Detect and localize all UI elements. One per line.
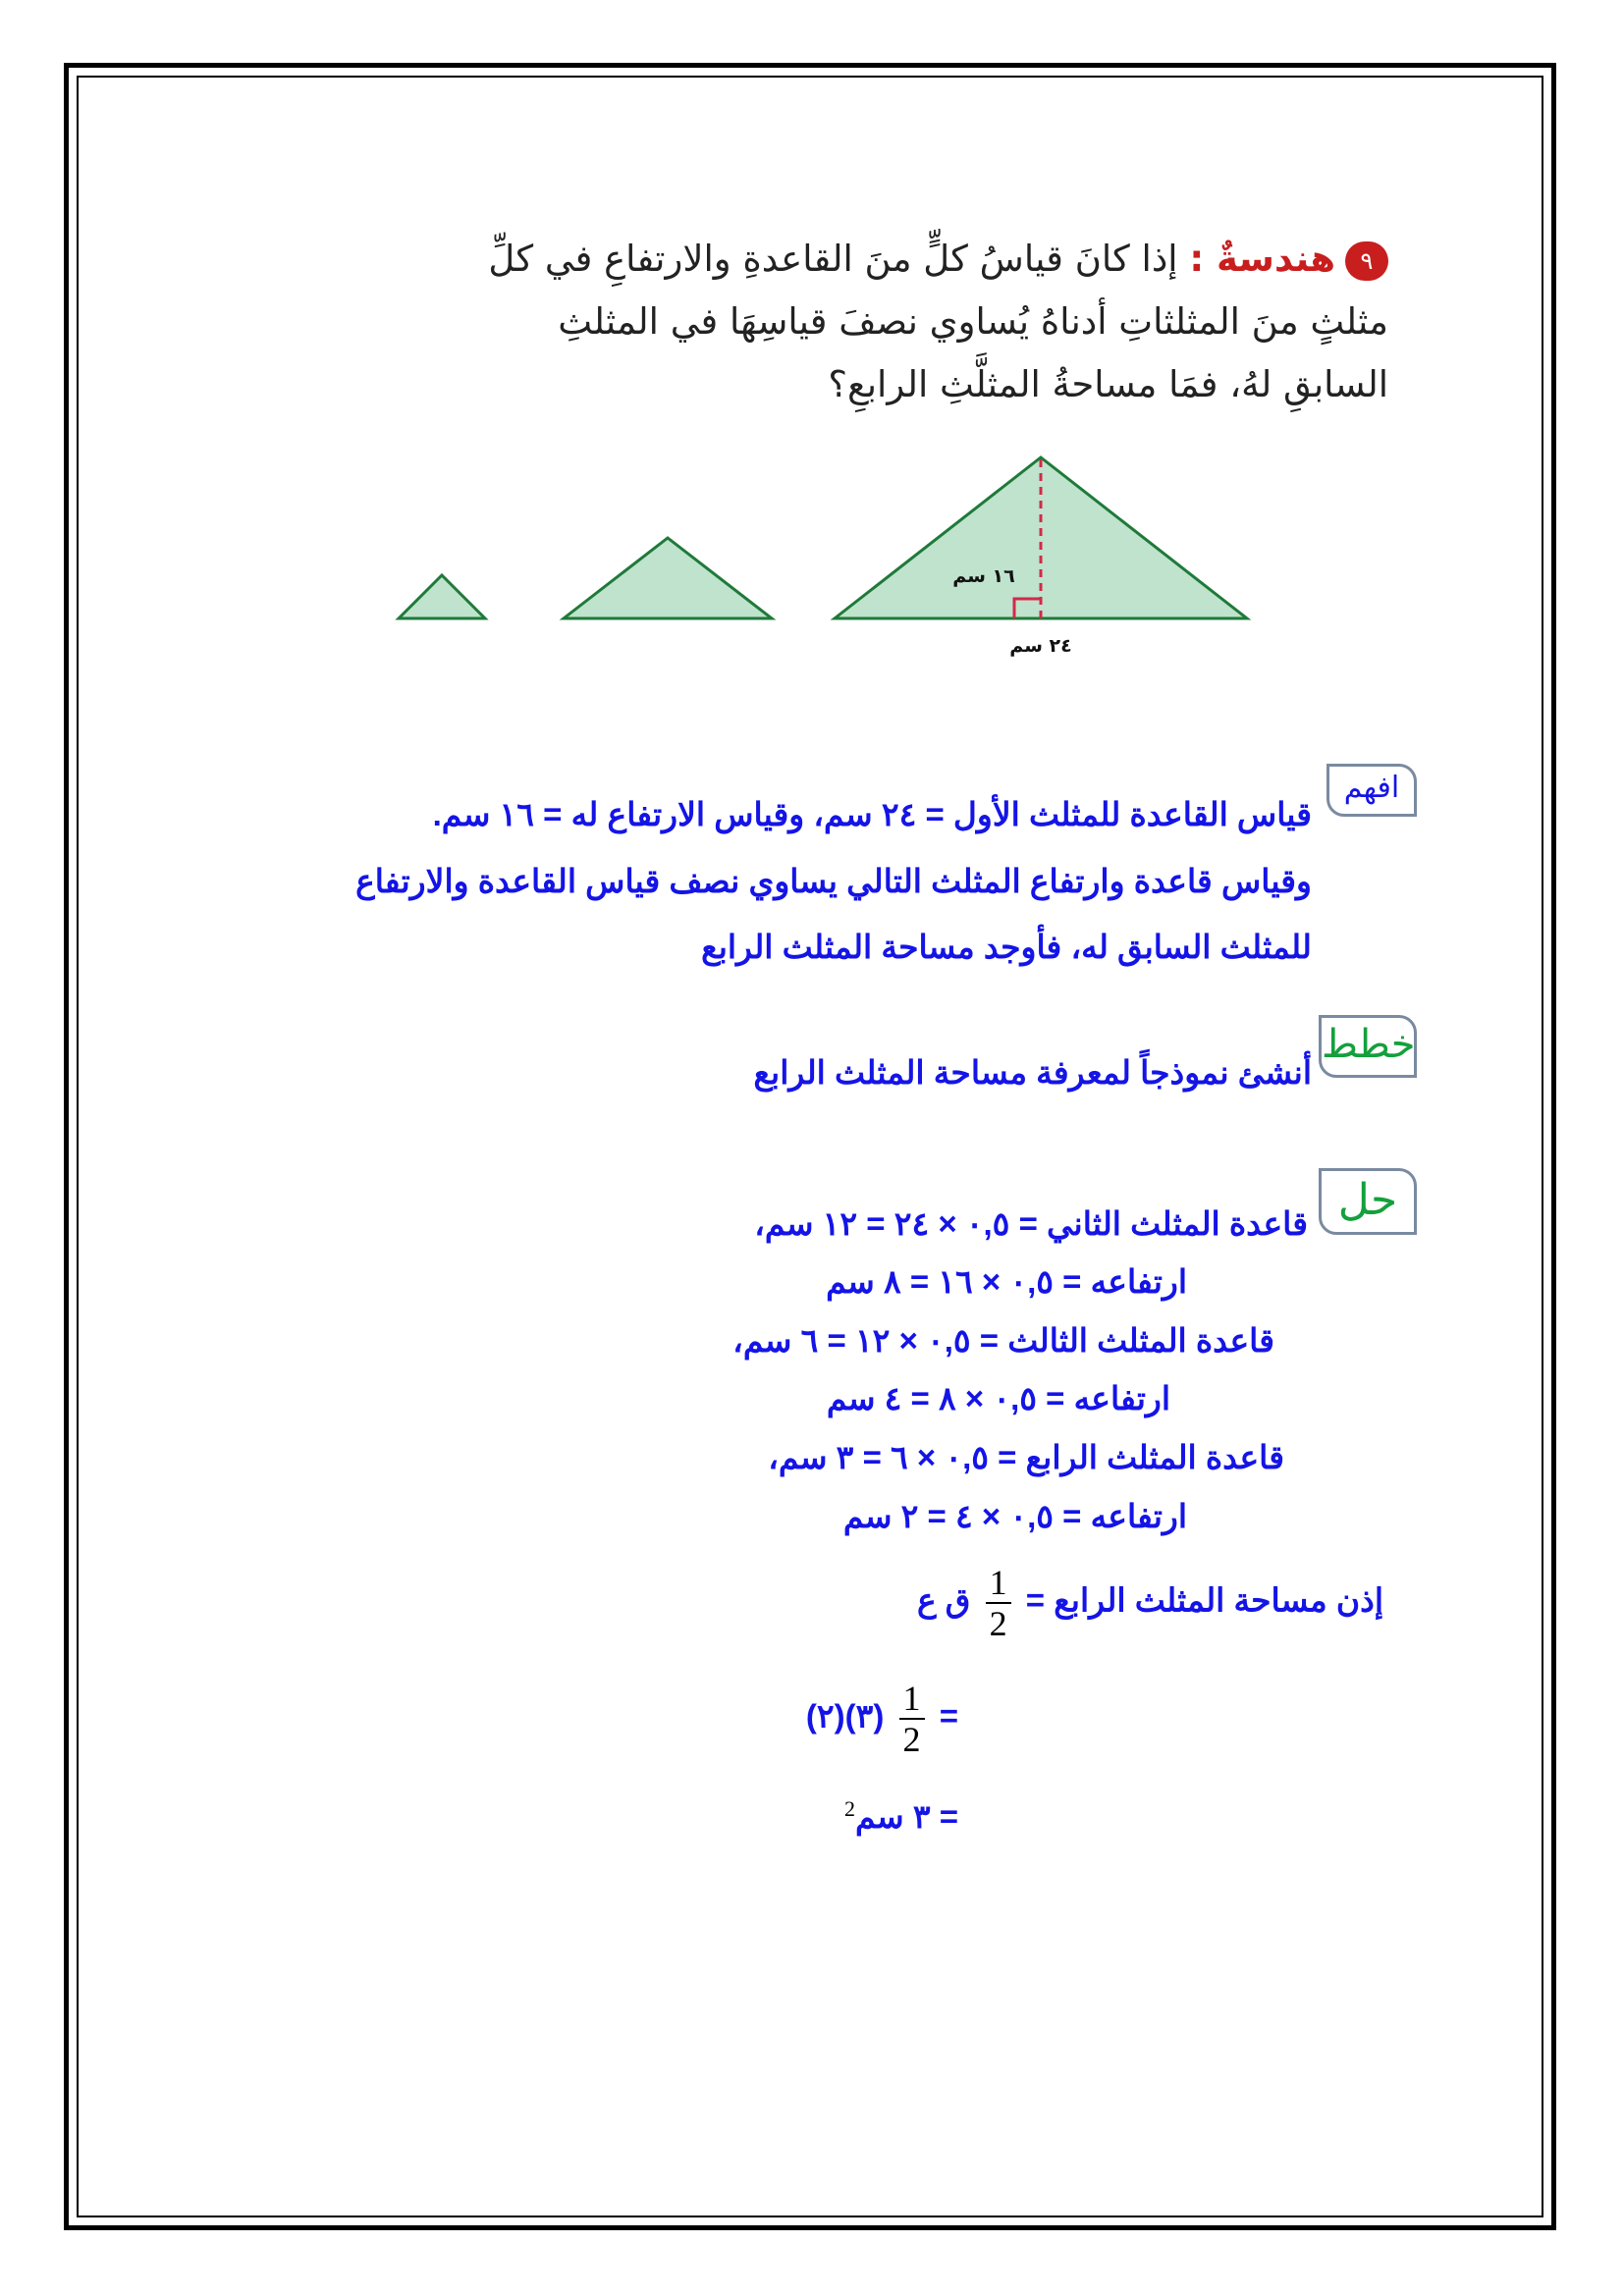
problem-line-1 (210, 228, 1388, 291)
problem-text-1: إذا كانَ قياسُ كلٍّ منَ القاعدةِ والارتفاعِ في كلِّ (488, 238, 1178, 280)
plan-badge (1319, 1015, 1417, 1078)
problem-tag: هندسةٌ : (1189, 238, 1335, 280)
understand-badge-label: افهم (1343, 771, 1400, 805)
solve-row-4: ارتفاعه = ٠,٥ × ٨ = ٤ سم (826, 1380, 1170, 1416)
half-fraction-2 (899, 1679, 925, 1759)
triangle-medium (564, 538, 772, 618)
understand-line-1: قياس القاعدة للمثلث الأول = ٢٤ سم، وقياس الارتفاع له = ١٦ سم. (432, 796, 1312, 832)
understand-line-2: وقياس قاعدة وارتفاع المثلث التالي يساوي نصف قياس القاعدة والارتفاع (355, 863, 1312, 899)
base-label: ٢٤ سم (1009, 635, 1072, 657)
solve-row-5: قاعدة المثلث الرابع = ٠,٥ × ٦ = ٣ سم، (768, 1439, 1284, 1475)
solve-badge-label: حل (1337, 1175, 1398, 1225)
triangle-small (399, 575, 485, 618)
problem-statement (210, 228, 1388, 416)
fraction-denominator: 2 (989, 1604, 1007, 1643)
height-label: ١٦ سم (952, 565, 1015, 587)
understand-badge (1326, 764, 1417, 817)
triangles-figure (383, 442, 1267, 677)
half-fraction (986, 1563, 1011, 1643)
understand-line-3: للمثلث السابق له، فأوجد مساحة المثلث الرابع (701, 929, 1312, 965)
plan-line-1: أنشئ نموذجاً لمعرفة مساحة المثلث الرابع (753, 1054, 1312, 1091)
area-line-1 (917, 1563, 1383, 1643)
solve-row-1: قاعدة المثلث الثاني = ٠,٥ × ٢٤ = ١٢ سم، (754, 1205, 1308, 1242)
area-line-3 (844, 1796, 958, 1836)
solve-row-3: قاعدة المثلث الثالث = ٠,٥ × ١٢ = ٦ سم، (732, 1322, 1274, 1359)
fraction-denominator-2: 2 (902, 1720, 921, 1759)
solve-row-2: ارتفاعه = ٠,٥ × ١٦ = ٨ سم (826, 1263, 1187, 1300)
solve-badge (1319, 1168, 1417, 1235)
fraction-numerator-2: 1 (899, 1679, 925, 1720)
solve-row-6: ارتفاعه = ٠,٥ × ٤ = ٢ سم (842, 1498, 1187, 1534)
area-prefix: إذن مساحة المثلث الرابع = (1025, 1581, 1383, 1619)
area-step2-eq: = (939, 1697, 958, 1735)
area-line-2 (806, 1679, 958, 1759)
area-step2-suffix: (٣)(٢) (805, 1697, 885, 1735)
problem-line-2: مثلثٍ منَ المثلثاتِ أدناهُ يُساوي نصفَ قياسِهَا في المثلثِ (558, 300, 1388, 343)
problem-line-3: السابقِ لهُ، فمَا مساحةُ المثلَّثِ الرابعِ؟ (828, 363, 1388, 405)
fraction-numerator: 1 (986, 1563, 1011, 1604)
area-unit-exponent: 2 (844, 1796, 856, 1821)
triangle-large (835, 457, 1247, 618)
area-step3: = ٣ سم (855, 1798, 958, 1835)
plan-badge-label: خطط (1322, 1022, 1416, 1067)
area-suffix: ق ع (916, 1581, 971, 1619)
problem-number: ٩ (1345, 241, 1388, 281)
